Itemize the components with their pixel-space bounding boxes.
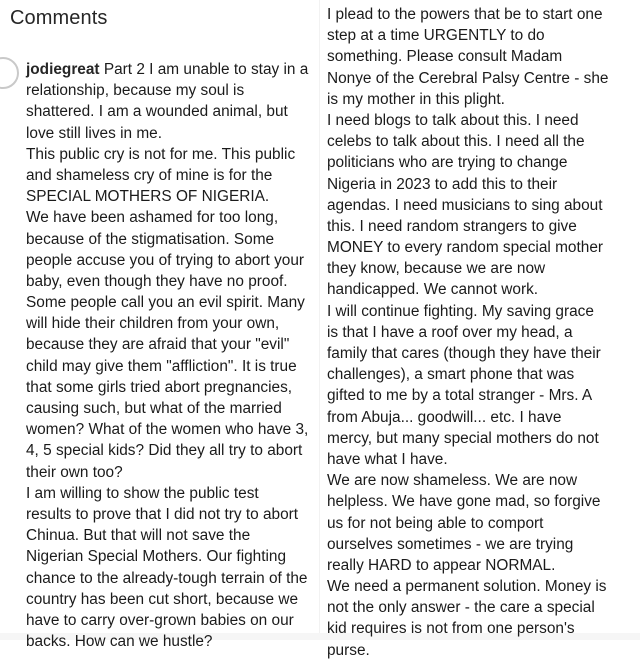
- comment-text-line: people accuse you of trying to abort your: [26, 251, 305, 269]
- comment-text-line: their own too?: [26, 463, 123, 481]
- comment-text-line: I am willing to show the public test: [26, 484, 259, 502]
- comment-text-line: mercy, but many special mothers do not: [327, 429, 599, 447]
- comment-text-line: MONEY to every random special mother: [327, 239, 604, 257]
- comment-text-line: chance to the already-tough terrain of the: [26, 569, 308, 587]
- comment-text-line: that some girls tried abort pregnancies,: [26, 378, 293, 396]
- comment-text-line: We need a permanent solution. Money is: [327, 578, 607, 596]
- comment-text-line: kid requires is not from one person's: [327, 620, 575, 638]
- comment-text-line: country has been cut short, because we: [26, 590, 299, 608]
- comment-text-line: This public cry is not for me. This public: [26, 145, 296, 163]
- comment-text-line: causing such, but what of the married: [26, 400, 282, 417]
- comment-text-line: ourselves sometimes - we are trying: [327, 535, 574, 553]
- page-title: Comments: [10, 7, 108, 29]
- comment-text-line: helpless. We have gone mad, so forgive: [327, 493, 601, 511]
- comment-text-line: 4, 5 special kids? Did they all try to abort: [26, 442, 303, 460]
- comment-text-line: celebs to talk about this. I need all the: [327, 133, 585, 151]
- comment-text-line: relationship, because my soul is: [26, 82, 245, 100]
- comment-text-line: because of the stigmatisation. Some: [26, 230, 275, 248]
- comment-text-line: We have been ashamed for too long,: [26, 209, 279, 227]
- comment-text-line: I plead to the powers that be to start one: [327, 6, 603, 23]
- comment-text-line: baby, even though they have no proof.: [26, 272, 288, 290]
- comment-text-line: politicians who are trying to change: [327, 154, 568, 172]
- comment-text-line: and shameless cry of mine is for the: [26, 166, 273, 184]
- comment-text-line: have what I have.: [327, 450, 448, 468]
- comment-text-line: this. I need random strangers to give: [327, 217, 577, 235]
- comment-text-line: have to carry over-grown babies on our: [26, 611, 294, 629]
- comment-text-line: handicapped. We cannot work.: [327, 281, 539, 299]
- comment-text-line: gifted to me by a total stranger - Mrs. A: [327, 387, 593, 405]
- comment-text-line: step at a time URGENTLY to do: [327, 27, 545, 45]
- comment-text-line: Part 2 I am unable to stay in a: [99, 61, 309, 78]
- comment-text-line: women? What of the women who have 3,: [26, 421, 309, 439]
- comment-text-line: is that I have a roof over my head, a: [327, 323, 573, 341]
- comment-text-line: Chinua. But that will not save the: [26, 527, 251, 545]
- comment-text-left: [26, 59, 326, 652]
- comment-text-line: backs. How can we hustle?: [26, 633, 213, 651]
- avatar[interactable]: [0, 57, 19, 89]
- comment-text-line: results to prove that I did not try to abort: [26, 505, 299, 523]
- comment-text-line: challenges), a smart phone that was: [327, 366, 575, 384]
- comment-username[interactable]: jodiegreat: [26, 61, 100, 78]
- comment-text-line: Nonye of the Cerebral Palsy Centre - she: [327, 69, 609, 87]
- comment-text-line: is my mother in this plight.: [327, 90, 505, 108]
- comment-text-line: love still lives in me.: [26, 124, 162, 142]
- comment-text-line: they know, because we are now: [327, 260, 546, 278]
- comment-text-line: child may give them "affliction". It is true: [26, 357, 297, 375]
- comment-text-line: from Abuja... goodwill... etc. I have: [327, 408, 562, 426]
- comment-text-line: really HARD to appear NORMAL.: [327, 556, 556, 574]
- comment-text-line: Nigerian Special Mothers. Our fighting: [26, 548, 287, 566]
- comment-first-line: [26, 59, 326, 80]
- comment-text-line: I will continue fighting. My saving grace: [327, 302, 594, 320]
- comment-text-line: because they are afraid that your "evil": [26, 336, 290, 354]
- comment-text-line: something. Please consult Madam: [327, 48, 563, 66]
- comment-text-line: shattered. I am a wounded animal, but: [26, 103, 288, 121]
- comment-text-line: family that cares (though they have their: [327, 345, 601, 362]
- comment-text-line: Some people call you an evil spirit. Many: [26, 294, 305, 312]
- comment-text-line: SPECIAL MOTHERS OF NIGERIA.: [26, 188, 270, 206]
- comment-text-line: We are now shameless. We are now: [327, 472, 578, 490]
- comment-text-line: will hide their children from your own,: [26, 315, 280, 333]
- comment-text-right: [327, 4, 637, 661]
- comment-text-line: I need blogs to talk about this. I need: [327, 111, 579, 129]
- comment-text-line: agendas. I need musicians to sing about: [327, 196, 603, 214]
- comment-text-line: purse.: [327, 641, 370, 659]
- comment-text-line: us for not being able to comport: [327, 514, 544, 532]
- comment-text-line: Nigeria in 2023 to add this to their: [327, 175, 558, 193]
- comment-text-line: not the only answer - the care a special: [327, 599, 595, 617]
